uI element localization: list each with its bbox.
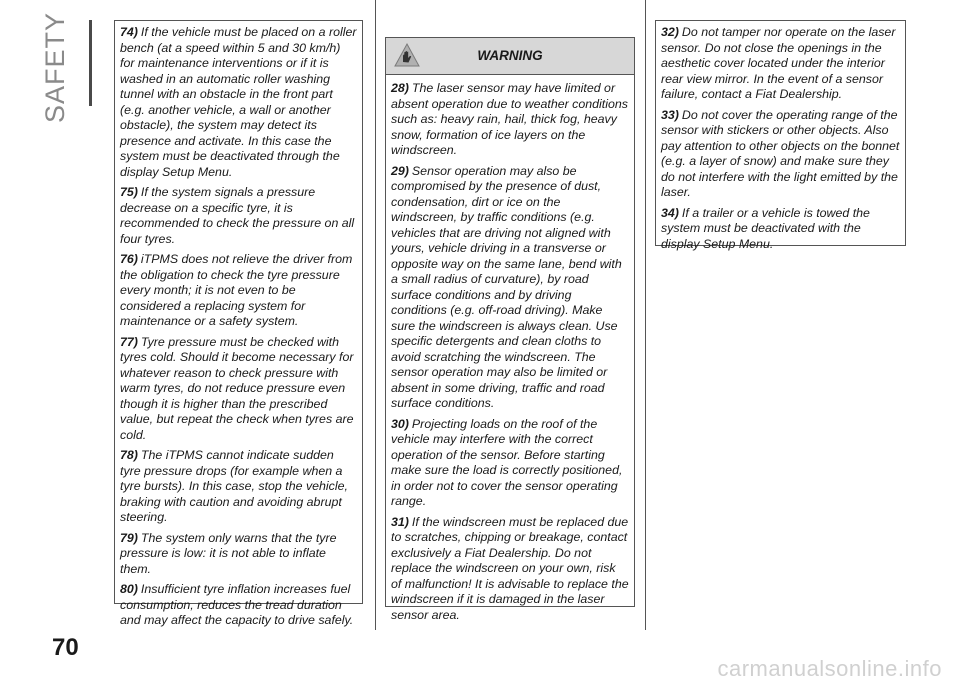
note-text: Do not tamper nor operate on the laser sensor. Do not close the openings in the aesthetic cover located under the interior rear view mirror. In the event of a sensor failure, contact a Fiat Dealership. xyxy=(661,25,896,101)
note-text: Projecting loads on the roof of the vehicle may interfere with the correct operation of the sensor. Before starting make sure the load is correctly positioned, in order not to cover the sensor operating range. xyxy=(391,416,623,508)
note-number: 33) xyxy=(661,107,679,122)
note-text: The iTPMS cannot indicate sudden tyre pressure drops (for example when a tyre bursts). In this case, stop the vehicle, braking with caution and avoiding abrupt steering. xyxy=(120,448,348,524)
warning-items xyxy=(391,81,629,623)
page-number: 70 xyxy=(52,634,79,661)
note-number: 28) xyxy=(391,81,409,95)
note-paragraph xyxy=(391,515,629,624)
notes-box-left xyxy=(114,20,363,627)
note-paragraph xyxy=(661,108,900,201)
note-text: If the vehicle must be placed on a roller bench (at a speed within 5 and 30 km/h) for maintenance interventions or if it is washed in an automatic roller washing tunnel with an obstacle in the front part (e.g. another vehicle, a wall or another obstacle), the system may detect its presence and activate. In this case the system must be deactivated through the display Setup Menu. xyxy=(120,25,357,179)
warning-title: WARNING xyxy=(477,48,543,64)
note-number: 77) xyxy=(120,334,138,349)
note-text: If the windscreen must be replaced due to scratches, chipping or breakage, contact exclusively a Fiat Dealership. Do not replace the windscreen on your own, risk of malfunction! It is advisable to replace the windscreen if it is damaged in the laser sensor area. xyxy=(391,514,629,622)
note-number: 76) xyxy=(120,252,138,266)
note-text: Do not cover the operating range of the sensor with stickers or other objects. Also pay attention to other objects on the bonnet (e.g. a layer of snow) and make sure they do not interfere with the light emitted by the laser. xyxy=(661,107,900,199)
note-paragraph xyxy=(120,582,357,629)
warning-hand-icon xyxy=(394,42,420,68)
warning-header xyxy=(386,38,634,75)
note-paragraph xyxy=(661,206,900,253)
note-paragraph xyxy=(120,252,357,330)
note-number: 79) xyxy=(120,530,138,545)
note-text: iTPMS does not relieve the driver from the obligation to check the tyre pressure every month; it is not even to be considered a replacing system for maintenance or a safety system. xyxy=(120,252,353,328)
note-text: If a trailer or a vehicle is towed the system must be deactivated with the display Setup Menu. xyxy=(661,205,870,251)
note-paragraph xyxy=(120,335,357,444)
note-text: Tyre pressure must be checked with tyres cold. Should it become necessary for whatever reason to check pressure with warm tyres, do not reduce pressure even though it is higher than the prescribed value, but repeat the check when tyres are cold. xyxy=(120,334,354,442)
note-number: 75) xyxy=(120,185,138,199)
note-paragraph xyxy=(391,81,629,159)
note-number: 78) xyxy=(120,448,138,462)
column-divider xyxy=(645,0,646,630)
warning-box xyxy=(385,37,635,622)
note-number: 30) xyxy=(391,416,409,431)
note-number: 80) xyxy=(120,582,138,596)
column-divider xyxy=(375,0,376,630)
note-text: The laser sensor may have limited or absent operation due to weather conditions such as: heavy rain, hail, thick fog, heavy snow, formation of ice layers on the windscreen. xyxy=(391,81,628,157)
note-text: The system only warns that the tyre pressure is low: it is not able to inflate them. xyxy=(120,530,337,576)
note-number: 74) xyxy=(120,25,138,39)
note-number: 29) xyxy=(391,163,409,178)
note-text: Sensor operation may also be compromised by the presence of dust, condensation, dirt or ice on the windscreen, by traffic conditions (e.g. vehicles that are driving not aligned with yours, vehicle driving in a transverse or opposite way on the same lane, bend with a small radius of curvature), by road surface conditions and by driving conditions (e.g. off-road driving). Make sure the windscreen is always clean. Use specific detergents and clean cloths to avoid scratching the windscreen. The sensor operation may also be limited or absent in some driving, traffic and road surface conditions. xyxy=(391,163,622,410)
note-paragraph xyxy=(120,531,357,578)
note-paragraph xyxy=(391,164,629,412)
note-number: 34) xyxy=(661,205,679,220)
note-number: 31) xyxy=(391,514,409,529)
notes-box-right xyxy=(655,20,906,251)
watermark: carmanualsonline.info xyxy=(717,656,942,681)
note-text: Insufficient tyre inflation increases fuel consumption, reduces the tread duration and may affect the capacity to drive safely. xyxy=(120,582,354,627)
section-label: SAFETY xyxy=(40,11,71,123)
note-paragraph xyxy=(391,417,629,510)
note-paragraph xyxy=(120,25,357,180)
section-rule xyxy=(89,20,92,106)
note-paragraph xyxy=(120,448,357,526)
note-paragraph xyxy=(661,25,900,103)
note-text: If the system signals a pressure decrease on a specific tyre, it is recommended to check the pressure on all four tyres. xyxy=(120,185,355,246)
note-paragraph xyxy=(120,185,357,247)
note-number: 32) xyxy=(661,25,679,39)
